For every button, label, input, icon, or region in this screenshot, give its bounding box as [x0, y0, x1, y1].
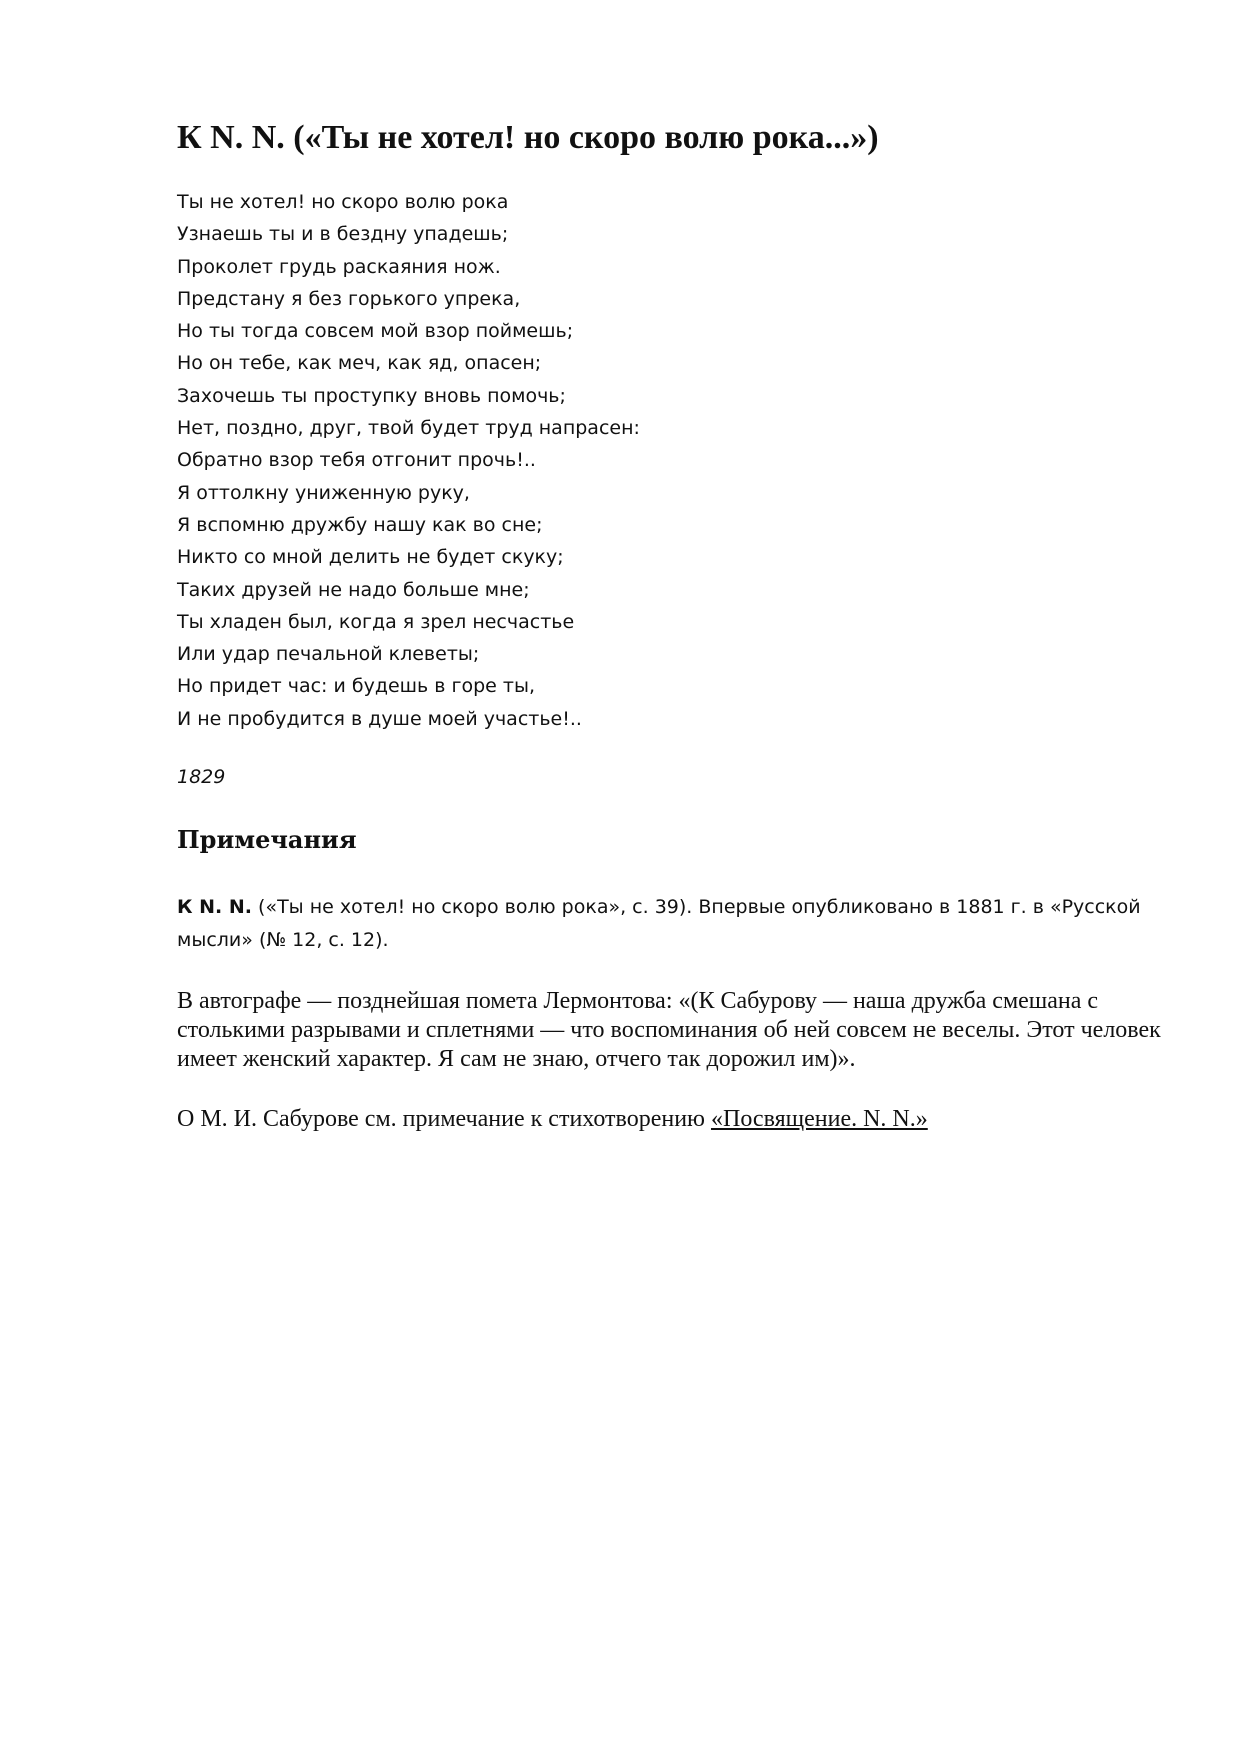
- document-page: [177, 118, 1167, 1134]
- poem-date: 1829: [177, 766, 226, 789]
- saburov-note: [177, 1105, 1167, 1134]
- poem-line: Таких друзей не надо больше мне;: [177, 578, 530, 601]
- poem-line: Но придет час: и будешь в горе ты,: [177, 675, 536, 698]
- poem-line: Проколет грудь раскаяния нож.: [177, 255, 501, 278]
- poem-line: Ты не хотел! но скоро волю рока: [177, 191, 509, 213]
- document-title: К N. N. («Ты не хотел! но скоро волю рока...»): [177, 119, 879, 156]
- poem-line: Никто со мной делить не будет скуку;: [177, 546, 564, 569]
- poem-line: Нет, поздно, друг, твой будет труд напрасен:: [177, 417, 640, 440]
- notes-entry-title: К N. N.: [177, 896, 252, 919]
- poem-line: И не пробудится в душе моей участье!..: [177, 707, 582, 730]
- poem-line: Или удар печальной клеветы;: [177, 643, 480, 666]
- poem-line: Но ты тогда совсем мой взор поймешь;: [177, 320, 574, 343]
- poem-line: Захочешь ты проступку вновь помочь;: [177, 384, 566, 407]
- notes-heading: Примечания: [177, 825, 357, 855]
- poem-text: [177, 186, 1167, 735]
- poem-line: Узнаешь ты и в бездну упадешь;: [177, 223, 509, 246]
- poem-line: Ты хладен был, когда я зрел несчастье: [177, 610, 575, 633]
- poem-line: Но он тебе, как меч, как яд, опасен;: [177, 352, 542, 375]
- poem-line: Обратно взор тебя отгонит прочь!..: [177, 449, 536, 472]
- poem-line: Предстану я без горького упрека,: [177, 287, 521, 310]
- poem-line: Я вспомню дружбу нашу как во сне;: [177, 513, 543, 536]
- notes-entry: [177, 891, 1167, 957]
- autograph-note: В автографе — позднейшая помета Лермонтова: «(К Сабурову — наша дружба смешана с столькими разрывами и сплетнями — что воспоминания об ней совсем не веселы. Этот человек имеет женский характер. Я сам не знаю, отчего так дорожил им)».: [177, 988, 1161, 1073]
- dedication-link[interactable]: «Посвящение. N. N.»: [710, 1106, 928, 1133]
- saburov-note-text: О М. И. Сабурове см. примечание к стихотворению: [177, 1106, 711, 1133]
- notes-entry-text: («Ты не хотел! но скоро волю рока», с. 39). Впервые опубликовано в 1881 г. в «Русской мысли» (№ 12, с. 12).: [177, 896, 1141, 952]
- poem-line: Я оттолкну униженную руку,: [177, 481, 470, 504]
